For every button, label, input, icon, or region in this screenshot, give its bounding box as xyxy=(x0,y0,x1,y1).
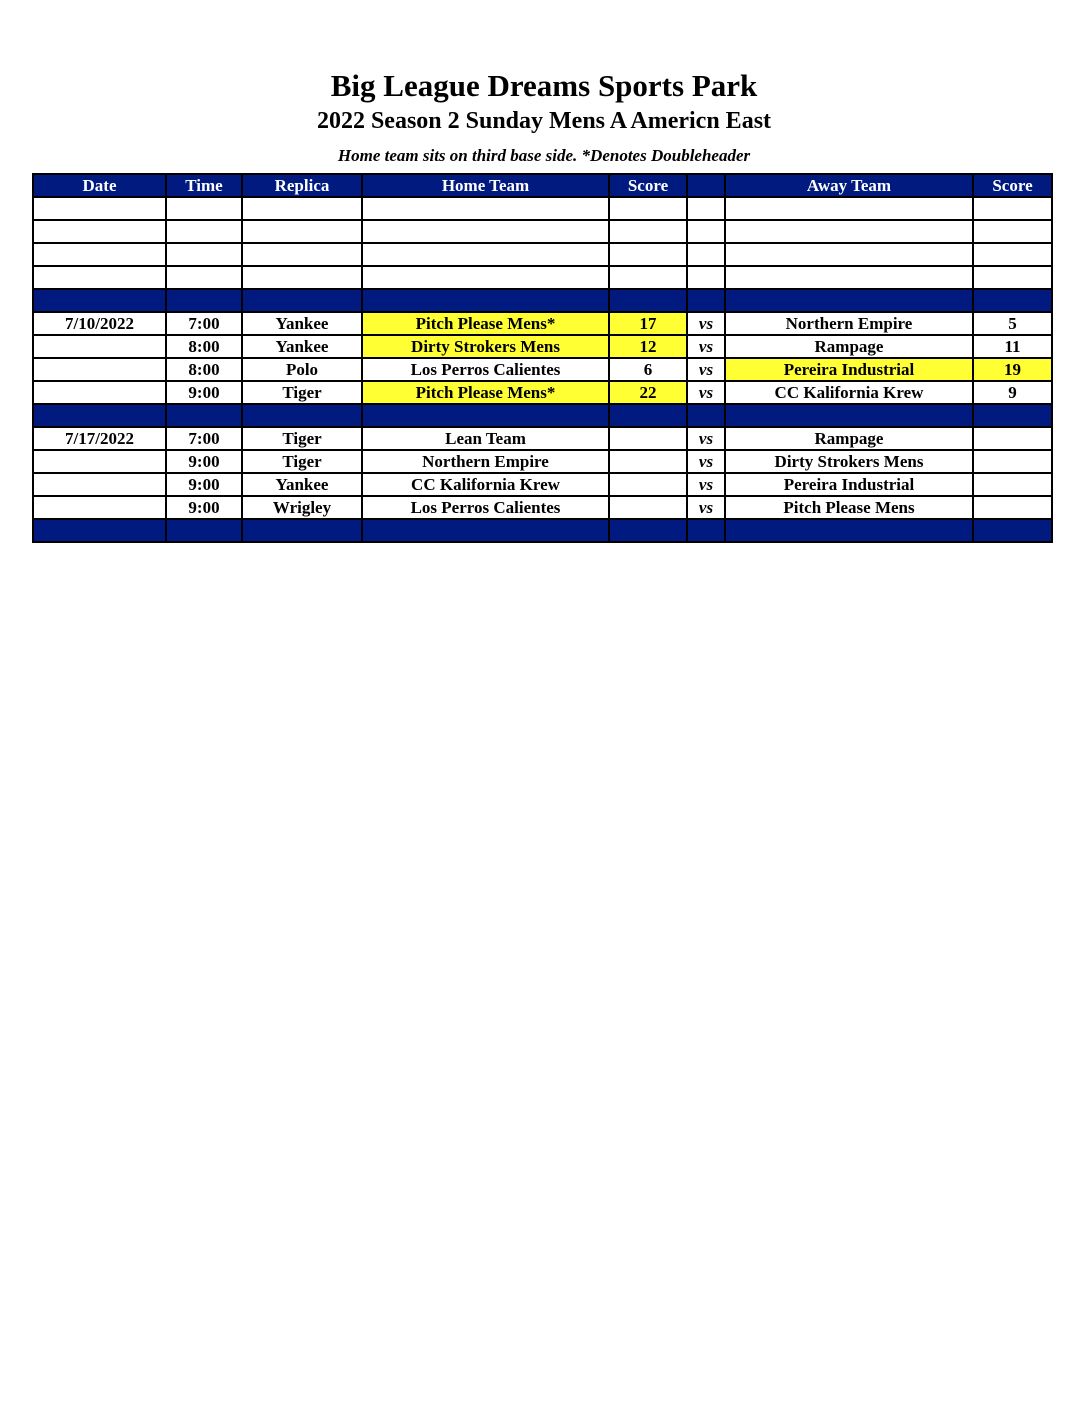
blank-row xyxy=(33,266,1052,289)
away-score-cell xyxy=(973,266,1052,289)
time-cell: 8:00 xyxy=(166,335,242,358)
away-score-cell xyxy=(973,427,1052,450)
home-score-cell: 12 xyxy=(609,335,687,358)
vs-cell: vs xyxy=(687,358,725,381)
game-row xyxy=(33,358,1052,381)
time-cell: 9:00 xyxy=(166,496,242,519)
vs-cell xyxy=(687,197,725,220)
away-team-cell: Pereira Industrial xyxy=(725,473,973,496)
away-team-cell xyxy=(725,220,973,243)
home-team-cell: Pitch Please Mens* xyxy=(362,312,609,335)
away-score-cell: 5 xyxy=(973,312,1052,335)
time-cell: 7:00 xyxy=(166,312,242,335)
date-cell xyxy=(33,450,166,473)
replica-cell: Yankee xyxy=(242,312,362,335)
away-score-cell: 11 xyxy=(973,335,1052,358)
vs-cell xyxy=(687,243,725,266)
away-score-cell xyxy=(973,243,1052,266)
home-score-cell xyxy=(609,404,687,427)
vs-cell xyxy=(687,289,725,312)
blank-row xyxy=(33,243,1052,266)
home-score-cell xyxy=(609,427,687,450)
vs-cell xyxy=(687,266,725,289)
page-subtitle: 2022 Season 2 Sunday Mens A Americn East xyxy=(316,108,772,134)
away-team-cell xyxy=(725,243,973,266)
col-header-away-team: Away Team xyxy=(725,174,973,197)
vs-cell: vs xyxy=(687,381,725,404)
vs-cell: vs xyxy=(687,427,725,450)
home-team-cell: Dirty Strokers Mens xyxy=(362,335,609,358)
col-header-date: Date xyxy=(33,174,166,197)
game-row xyxy=(33,335,1052,358)
time-cell: 7:00 xyxy=(166,427,242,450)
time-cell xyxy=(166,266,242,289)
blank-row xyxy=(33,220,1052,243)
schedule-table xyxy=(32,173,1053,543)
time-cell xyxy=(166,220,242,243)
away-team-cell xyxy=(725,519,973,542)
vs-cell: vs xyxy=(687,473,725,496)
game-row xyxy=(33,381,1052,404)
game-row xyxy=(33,312,1052,335)
date-cell xyxy=(33,519,166,542)
time-cell: 8:00 xyxy=(166,358,242,381)
replica-cell: Tiger xyxy=(242,450,362,473)
time-cell xyxy=(166,519,242,542)
home-score-cell xyxy=(609,197,687,220)
replica-cell: Polo xyxy=(242,358,362,381)
home-team-cell xyxy=(362,220,609,243)
away-team-cell: Dirty Strokers Mens xyxy=(725,450,973,473)
vs-cell: vs xyxy=(687,496,725,519)
replica-cell: Wrigley xyxy=(242,496,362,519)
away-score-cell xyxy=(973,450,1052,473)
home-score-cell xyxy=(609,450,687,473)
header-row xyxy=(33,174,1052,197)
away-team-cell xyxy=(725,266,973,289)
away-score-cell: 19 xyxy=(973,358,1052,381)
away-team-cell: Northern Empire xyxy=(725,312,973,335)
home-team-cell: Los Perros Calientes xyxy=(362,358,609,381)
home-team-cell: CC Kalifornia Krew xyxy=(362,473,609,496)
home-score-cell xyxy=(609,519,687,542)
col-header-home-team: Home Team xyxy=(362,174,609,197)
time-cell xyxy=(166,243,242,266)
home-score-cell xyxy=(609,473,687,496)
separator-row xyxy=(33,404,1052,427)
date-cell xyxy=(33,473,166,496)
date-cell xyxy=(33,496,166,519)
home-team-cell xyxy=(362,243,609,266)
separator-row xyxy=(33,519,1052,542)
replica-cell: Yankee xyxy=(242,473,362,496)
home-score-cell: 17 xyxy=(609,312,687,335)
home-team-cell: Pitch Please Mens* xyxy=(362,381,609,404)
time-cell xyxy=(166,404,242,427)
replica-cell xyxy=(242,266,362,289)
away-score-cell xyxy=(973,197,1052,220)
schedule-body xyxy=(33,197,1052,542)
home-score-cell xyxy=(609,289,687,312)
time-cell: 9:00 xyxy=(166,473,242,496)
game-row xyxy=(33,427,1052,450)
replica-cell xyxy=(242,289,362,312)
away-score-cell xyxy=(973,496,1052,519)
away-team-cell: CC Kalifornia Krew xyxy=(725,381,973,404)
page-title: Big League Dreams Sports Park xyxy=(330,68,758,103)
vs-cell: vs xyxy=(687,312,725,335)
away-team-cell: Pitch Please Mens xyxy=(725,496,973,519)
schedule-note: Home team sits on third base side. *Denotes Doubleheader xyxy=(337,146,751,165)
home-team-cell xyxy=(362,519,609,542)
vs-cell xyxy=(687,519,725,542)
home-team-cell xyxy=(362,404,609,427)
date-cell: 7/10/2022 xyxy=(33,312,166,335)
separator-row xyxy=(33,289,1052,312)
replica-cell: Yankee xyxy=(242,335,362,358)
game-row xyxy=(33,450,1052,473)
home-score-cell xyxy=(609,243,687,266)
home-score-cell xyxy=(609,266,687,289)
replica-cell: Tiger xyxy=(242,427,362,450)
away-team-cell xyxy=(725,289,973,312)
blank-row xyxy=(33,197,1052,220)
date-cell xyxy=(33,243,166,266)
replica-cell xyxy=(242,404,362,427)
date-cell xyxy=(33,358,166,381)
date-cell xyxy=(33,381,166,404)
home-team-cell: Northern Empire xyxy=(362,450,609,473)
home-team-cell xyxy=(362,266,609,289)
home-team-cell: Lean Team xyxy=(362,427,609,450)
home-score-cell: 6 xyxy=(609,358,687,381)
home-score-cell xyxy=(609,496,687,519)
col-header-vs xyxy=(687,174,725,197)
away-score-cell xyxy=(973,220,1052,243)
home-team-cell xyxy=(362,289,609,312)
date-cell xyxy=(33,404,166,427)
home-score-cell: 22 xyxy=(609,381,687,404)
away-team-cell: Rampage xyxy=(725,335,973,358)
home-team-cell: Los Perros Calientes xyxy=(362,496,609,519)
away-team-cell xyxy=(725,404,973,427)
replica-cell xyxy=(242,220,362,243)
col-header-away-score: Score xyxy=(973,174,1052,197)
away-score-cell: 9 xyxy=(973,381,1052,404)
home-team-cell xyxy=(362,197,609,220)
date-cell xyxy=(33,289,166,312)
time-cell: 9:00 xyxy=(166,450,242,473)
time-cell: 9:00 xyxy=(166,381,242,404)
away-score-cell xyxy=(973,473,1052,496)
date-cell xyxy=(33,266,166,289)
date-cell: 7/17/2022 xyxy=(33,427,166,450)
replica-cell: Tiger xyxy=(242,381,362,404)
away-score-cell xyxy=(973,519,1052,542)
date-cell xyxy=(33,335,166,358)
replica-cell xyxy=(242,519,362,542)
date-cell xyxy=(33,197,166,220)
game-row xyxy=(33,496,1052,519)
game-row xyxy=(33,473,1052,496)
away-team-cell xyxy=(725,197,973,220)
col-header-replica: Replica xyxy=(242,174,362,197)
time-cell xyxy=(166,289,242,312)
away-score-cell xyxy=(973,289,1052,312)
away-team-cell: Pereira Industrial xyxy=(725,358,973,381)
vs-cell: vs xyxy=(687,450,725,473)
col-header-home-score: Score xyxy=(609,174,687,197)
vs-cell xyxy=(687,404,725,427)
replica-cell xyxy=(242,197,362,220)
vs-cell: vs xyxy=(687,335,725,358)
replica-cell xyxy=(242,243,362,266)
date-cell xyxy=(33,220,166,243)
away-score-cell xyxy=(973,404,1052,427)
home-score-cell xyxy=(609,220,687,243)
time-cell xyxy=(166,197,242,220)
vs-cell xyxy=(687,220,725,243)
col-header-time: Time xyxy=(166,174,242,197)
away-team-cell: Rampage xyxy=(725,427,973,450)
